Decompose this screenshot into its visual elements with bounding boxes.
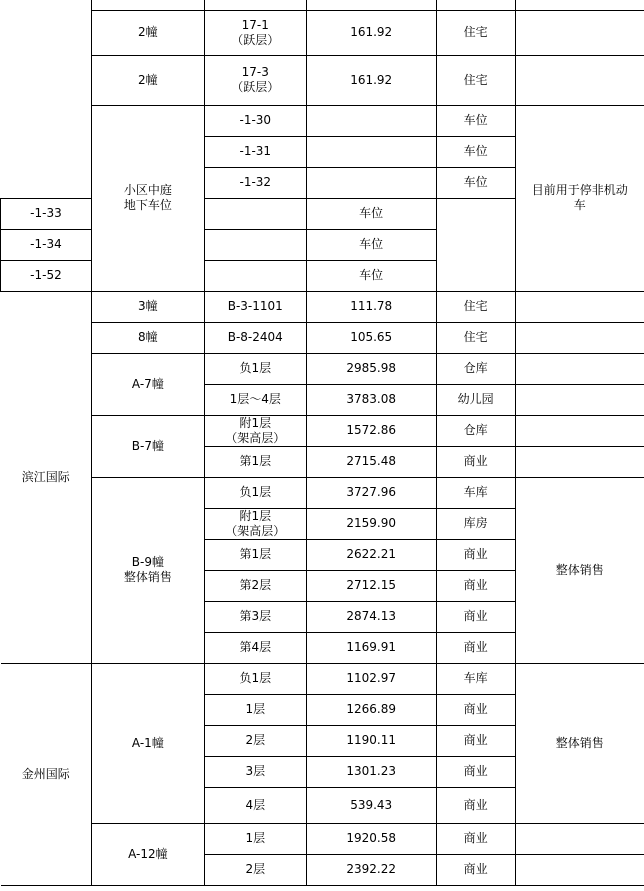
table-row [1, 415, 644, 446]
area-cell: 2874.13 [306, 601, 436, 632]
unit-cell: B-3-1101 [204, 291, 306, 322]
building-cell: 小区中庭 地下车位 [91, 105, 204, 291]
usage-cell: 住宅 [436, 322, 515, 353]
usage-cell: 商业 [436, 539, 515, 570]
area-cell: 3783.08 [306, 384, 436, 415]
usage-cell: 商业 [436, 787, 515, 823]
unit-cell: 2层 [204, 854, 306, 885]
usage-cell: 车库 [436, 663, 515, 694]
unit-cell [204, 0, 306, 10]
unit-cell: 1层 [204, 823, 306, 854]
unit-cell: 第2层 [204, 570, 306, 601]
table-row [1, 55, 644, 105]
building-cell: B-7幢 [91, 415, 204, 477]
area-cell: 1572.86 [306, 415, 436, 446]
unit-cell: -1-52 [1, 260, 92, 291]
remark-cell: 目前用于停非机动 车 [515, 105, 644, 291]
unit-cell: 17-1 （跃层） [204, 10, 306, 55]
unit-cell: 2层 [204, 725, 306, 756]
table-row [1, 10, 644, 55]
usage-cell: 车位 [306, 229, 436, 260]
area-cell: 1169.91 [306, 632, 436, 663]
table-row [1, 823, 644, 854]
project-cell [1, 0, 92, 198]
remark-cell [515, 446, 644, 477]
building-cell: A-12幢 [91, 823, 204, 885]
project-cell: 滨江国际 [1, 291, 92, 663]
table-row [1, 322, 644, 353]
usage-cell: 商业 [436, 446, 515, 477]
unit-cell: -1-34 [1, 229, 92, 260]
remark-cell [515, 384, 644, 415]
unit-cell: 负1层 [204, 477, 306, 508]
usage-cell: 仓库 [436, 415, 515, 446]
area-cell: 2622.21 [306, 539, 436, 570]
unit-cell: 第3层 [204, 601, 306, 632]
remark-cell: 整体销售 [515, 477, 644, 663]
table-row [1, 291, 644, 322]
unit-cell: -1-32 [204, 167, 306, 198]
remark-cell [515, 55, 644, 105]
building-cell: 8幢 [91, 322, 204, 353]
area-cell: 1920.58 [306, 823, 436, 854]
building-cell: A-7幢 [91, 353, 204, 415]
area-cell [204, 260, 306, 291]
remark-cell [515, 854, 644, 885]
usage-cell: 商业 [436, 632, 515, 663]
building-cell [91, 0, 204, 10]
unit-cell: 3层 [204, 756, 306, 787]
usage-cell: 幼儿园 [436, 384, 515, 415]
unit-cell: 附1层 （架高层） [204, 415, 306, 446]
unit-cell: 负1层 [204, 663, 306, 694]
area-cell: 161.92 [306, 55, 436, 105]
usage-cell: 商业 [436, 756, 515, 787]
remark-cell [515, 322, 644, 353]
usage-cell: 车位 [436, 167, 515, 198]
area-cell: 111.78 [306, 291, 436, 322]
unit-cell: B-8-2404 [204, 322, 306, 353]
area-cell: 2159.90 [306, 508, 436, 539]
building-cell: A-1幢 [91, 663, 204, 823]
usage-cell: 车位 [306, 260, 436, 291]
usage-cell: 住宅 [436, 291, 515, 322]
usage-cell: 住宅 [436, 10, 515, 55]
area-cell: 105.65 [306, 322, 436, 353]
table-row [1, 0, 644, 10]
remark-cell [515, 0, 644, 10]
remark-cell [515, 823, 644, 854]
unit-cell: 第1层 [204, 539, 306, 570]
usage-cell: 车库 [436, 477, 515, 508]
area-cell: 2715.48 [306, 446, 436, 477]
building-cell: 2幢 [91, 10, 204, 55]
usage-cell: 住宅 [436, 55, 515, 105]
usage-cell: 商业 [436, 823, 515, 854]
remark-cell: 整体销售 [515, 663, 644, 823]
usage-cell: 车位 [436, 136, 515, 167]
unit-cell: 负1层 [204, 353, 306, 384]
area-cell [306, 105, 436, 136]
table-row [1, 353, 644, 384]
area-cell [204, 229, 306, 260]
building-cell: 3幢 [91, 291, 204, 322]
usage-cell: 商业 [436, 601, 515, 632]
usage-cell: 商业 [436, 570, 515, 601]
table-row [1, 663, 644, 694]
unit-cell: -1-31 [204, 136, 306, 167]
remark-cell [515, 415, 644, 446]
area-cell: 539.43 [306, 787, 436, 823]
unit-cell: 17-3 （跃层） [204, 55, 306, 105]
usage-cell: 仓库 [436, 353, 515, 384]
building-cell: 2幢 [91, 55, 204, 105]
unit-cell: 第4层 [204, 632, 306, 663]
area-cell: 3727.96 [306, 477, 436, 508]
area-cell: 1266.89 [306, 694, 436, 725]
usage-cell: 车位 [306, 198, 436, 229]
usage-cell: 车位 [436, 105, 515, 136]
usage-cell: 商业 [436, 725, 515, 756]
building-cell: B-9幢 整体销售 [91, 477, 204, 663]
area-cell: 2985.98 [306, 353, 436, 384]
remark-cell [515, 10, 644, 55]
area-cell [306, 167, 436, 198]
table-body [1, 0, 644, 885]
usage-cell [436, 0, 515, 10]
unit-cell: 1层 [204, 694, 306, 725]
area-cell [204, 198, 306, 229]
unit-cell: -1-30 [204, 105, 306, 136]
area-cell: 1301.23 [306, 756, 436, 787]
area-cell [306, 136, 436, 167]
area-cell: 1102.97 [306, 663, 436, 694]
area-cell: 2392.22 [306, 854, 436, 885]
area-cell: 1190.11 [306, 725, 436, 756]
unit-cell: -1-33 [1, 198, 92, 229]
remark-cell [515, 353, 644, 384]
unit-cell: 4层 [204, 787, 306, 823]
usage-cell: 库房 [436, 508, 515, 539]
table-row [1, 105, 644, 136]
area-cell: 2712.15 [306, 570, 436, 601]
table-row [1, 477, 644, 508]
usage-cell: 商业 [436, 694, 515, 725]
unit-cell: 附1层 （架高层） [204, 508, 306, 539]
project-cell: 金州国际 [1, 663, 92, 885]
unit-cell: 1层～4层 [204, 384, 306, 415]
unit-cell: 第1层 [204, 446, 306, 477]
area-cell: 161.92 [306, 10, 436, 55]
usage-cell: 商业 [436, 854, 515, 885]
area-cell [306, 0, 436, 10]
remark-cell [515, 291, 644, 322]
